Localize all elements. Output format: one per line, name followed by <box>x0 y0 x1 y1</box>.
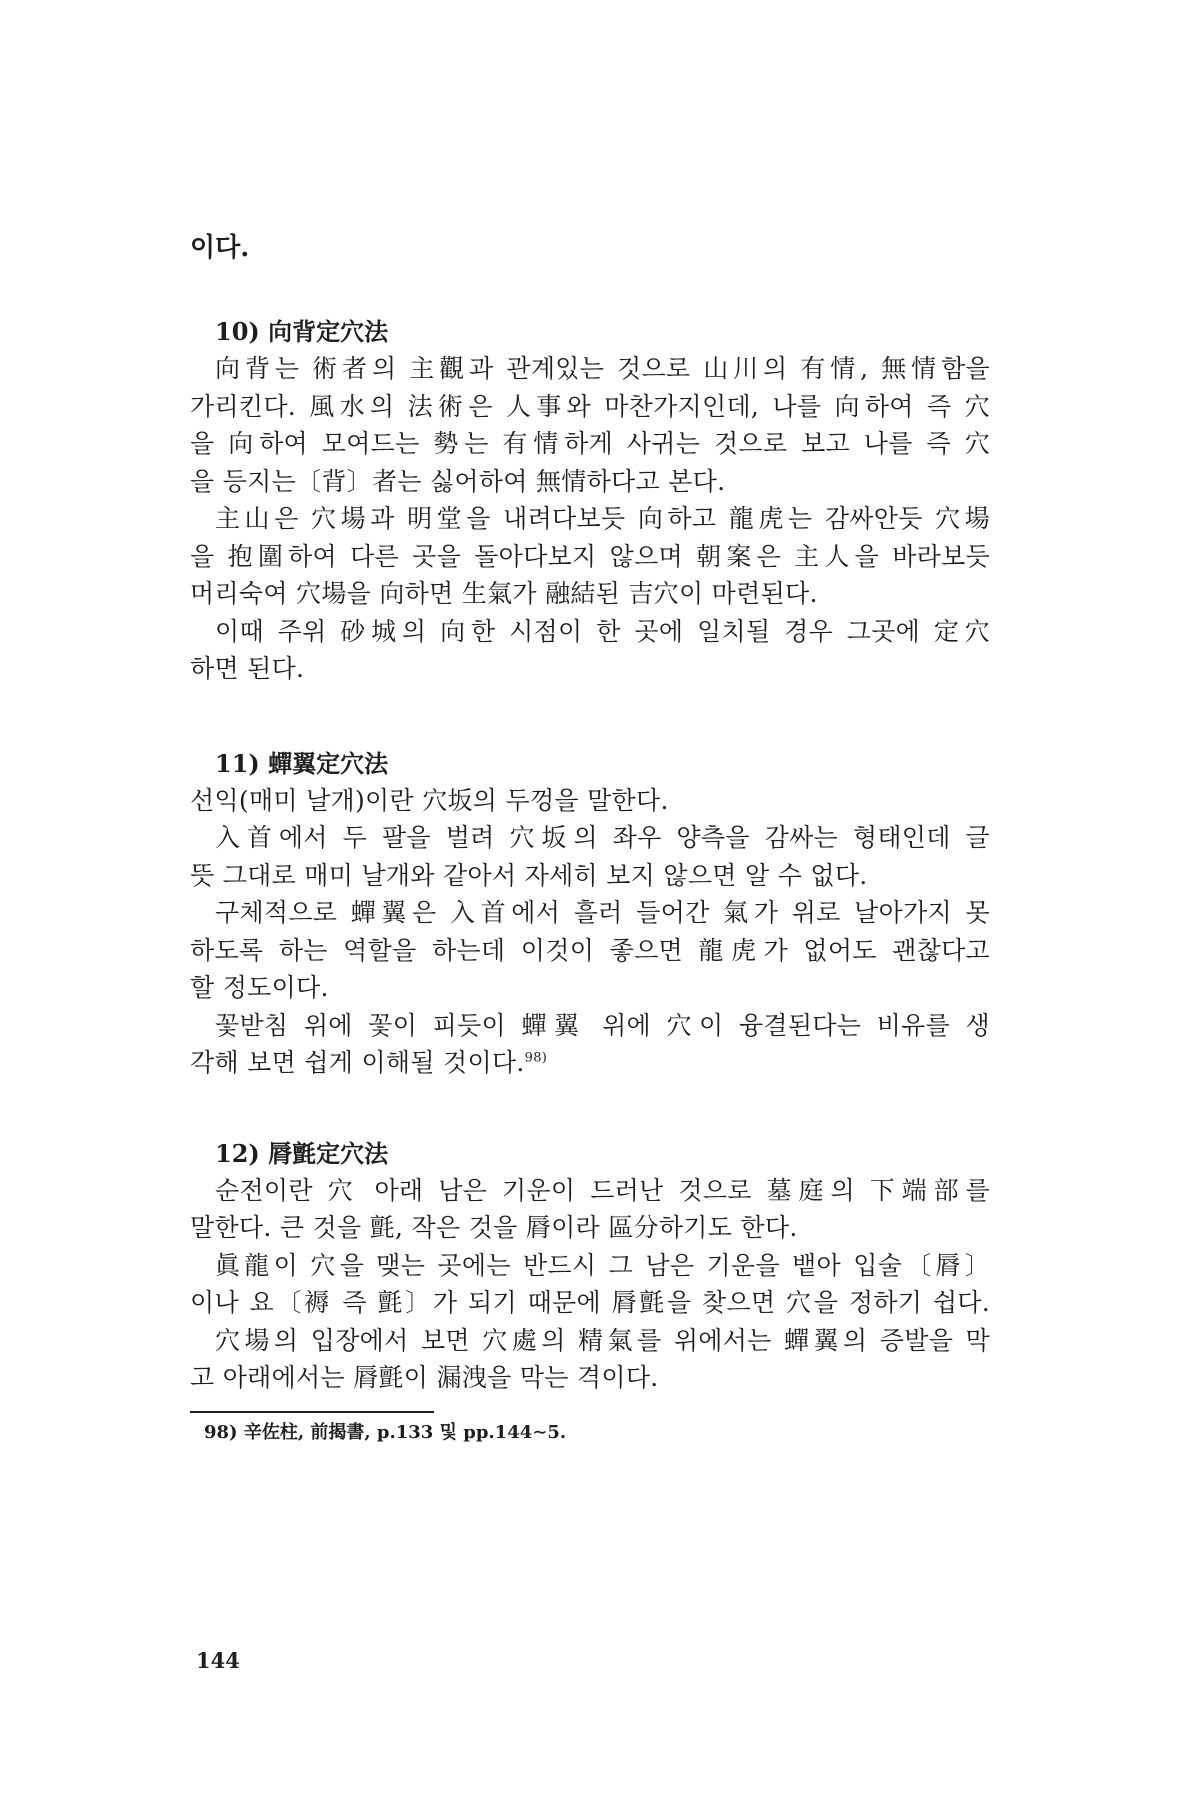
section-heading-12: 12) 脣氈定穴法 <box>215 1138 389 1168</box>
paragraph-line: 순전이란 穴 아래 남은 기운이 드러난 것으로 墓庭의 下端部를 <box>215 1175 990 1205</box>
paragraph-line: 꽃받침 위에 꽃이 피듯이 蟬翼 위에 穴이 융결된다는 비유를 생 <box>215 1010 990 1040</box>
page-number: 144 <box>196 1648 240 1673</box>
paragraph-line: 고 아래에서는 脣氈이 漏洩을 막는 격이다. <box>190 1363 659 1392</box>
paragraph-line: 가리킨다. 風水의 法術은 人事와 마찬가지인데, 나를 向하여 즉 穴 <box>190 391 990 421</box>
footnote-divider <box>190 1411 434 1413</box>
paragraph-line: 向背는 術者의 主觀과 관계있는 것으로 山川의 有情, 無情함을 <box>215 354 990 383</box>
section-12-body <box>190 1172 990 1397</box>
paragraph-line: 을 抱圍하여 다른 곳을 돌아다보지 않으며 朝案은 主人을 바라보듯 <box>190 541 990 571</box>
paragraph-line: 머리숙여 穴場을 向하면 生氣가 融結된 吉穴이 마련된다. <box>190 579 818 608</box>
section-11-body <box>190 782 990 1082</box>
paragraph-line: 선익(매미 날개)이란 穴坂의 두껑을 말한다. <box>190 785 669 815</box>
paragraph-line: 뜻 그대로 매미 날개와 같아서 자세히 보지 않으면 알 수 없다. <box>190 860 868 890</box>
paragraph-line: 구체적으로 蟬翼은 入首에서 흘러 들어간 氣가 위로 날아가지 못 <box>215 898 990 927</box>
footnote-reference: 98) <box>524 1050 548 1066</box>
body-content <box>190 228 990 1447</box>
section-heading-11: 11) 蟬翼定穴法 <box>215 748 389 778</box>
paragraph-line: 이때 주위 砂城의 向한 시점이 한 곳에 일치될 경우 그곳에 定穴 <box>215 616 990 646</box>
paragraph-line: 을 등지는〔背〕者는 싫어하여 無情하다고 본다. <box>190 466 726 496</box>
paragraph-line: 할 정도이다. <box>190 973 329 1002</box>
section-10-body <box>190 350 990 688</box>
paragraph-line-text: 각해 보면 쉽게 이해될 것이다. <box>190 1048 525 1077</box>
paragraph-line: 眞龍이 穴을 맺는 곳에는 반드시 그 남은 기운을 뱉아 입술〔脣〕 <box>215 1250 990 1280</box>
paragraph-line <box>190 1044 990 1082</box>
paragraph-line: 이나 요〔褥 즉 氈〕가 되기 때문에 脣氈을 찾으면 穴을 정하기 쉽다. <box>190 1288 990 1317</box>
section-heading-10: 10) 向背定穴法 <box>215 317 389 346</box>
paragraph-line: 을 向하여 모여드는 勢는 有情하게 사귀는 것으로 보고 나를 즉 穴 <box>190 429 990 458</box>
paragraph-line: 하도록 하는 역할을 하는데 이것이 좋으면 龍虎가 없어도 괜찮다고 <box>190 935 990 965</box>
footnote: 98) 辛佐柱, 前揭書, p.133 및 pp.144∼5. <box>204 1421 567 1443</box>
paragraph-line: 말한다. 큰 것을 氈, 작은 것을 脣이라 區分하기도 한다. <box>190 1213 798 1242</box>
paragraph-line: 主山은 穴場과 明堂을 내려다보듯 向하고 龍虎는 감싸안듯 穴場 <box>215 504 990 533</box>
paragraph-line: 穴場의 입장에서 보면 穴處의 精氣를 위에서는 蟬翼의 증발을 막 <box>215 1325 990 1355</box>
continued-text: 이다. <box>190 233 250 263</box>
paragraph-line: 하면 된다. <box>190 654 305 683</box>
paragraph-line: 入首에서 두 팔을 벌려 穴坂의 좌우 양측을 감싸는 형태인데 글 <box>215 823 990 852</box>
